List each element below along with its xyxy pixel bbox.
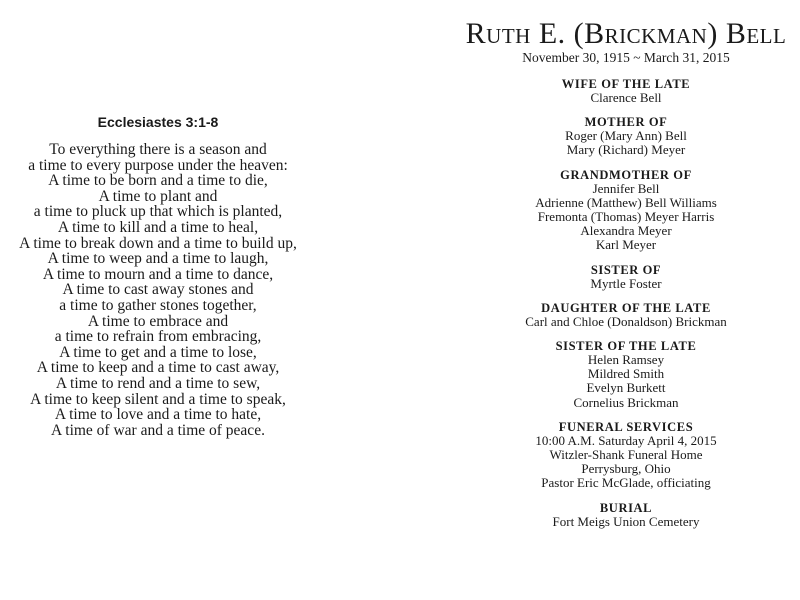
section-heading: FUNERAL SERVICES xyxy=(558,419,694,434)
scripture-line: A time to be born and a time to die, xyxy=(48,172,268,190)
scripture-line: A time to love and a time to hate, xyxy=(54,406,262,424)
section-line: Cornelius Brickman xyxy=(573,394,679,410)
section-line: Carl and Chloe (Donaldson) Brickman xyxy=(525,313,727,329)
section-lines xyxy=(462,315,790,329)
scripture-line: A time to cast away stones and xyxy=(62,281,254,299)
section-heading: SISTER OF xyxy=(590,262,662,277)
scripture-line: a time to pluck up that which is planted, xyxy=(33,203,283,221)
section-lines xyxy=(462,515,790,529)
section-line: Perrysburg, Ohio xyxy=(581,461,671,477)
section-heading: DAUGHTER OF THE LATE xyxy=(541,300,711,315)
section-line: 10:00 A.M. Saturday April 4, 2015 xyxy=(535,432,717,448)
section-heading: WIFE OF THE LATE xyxy=(561,77,691,91)
section-lines xyxy=(462,353,790,410)
family-sections xyxy=(462,77,790,529)
scripture-line: A time to get and a time to lose, xyxy=(59,343,257,361)
section-lines xyxy=(462,91,790,105)
section-line: Mary (Richard) Meyer xyxy=(566,142,686,158)
scripture-line: a time to gather stones together, xyxy=(59,296,257,314)
section-line: Helen Ramsey xyxy=(587,352,665,368)
section-heading: SISTER OF THE LATE xyxy=(555,339,697,354)
obituary-section xyxy=(462,339,790,410)
obituary-section xyxy=(462,420,790,491)
section-line: Karl Meyer xyxy=(595,237,657,253)
scripture-line: A time to keep and a time to cast away, xyxy=(36,359,280,377)
scripture-line: To everything there is a season and xyxy=(49,141,267,158)
section-heading: GRANDMOTHER OF xyxy=(560,167,692,182)
obituary-section xyxy=(462,501,790,529)
scripture-line: a time to every purpose under the heaven: xyxy=(28,156,288,174)
section-lines xyxy=(462,434,790,491)
scripture-line: A time to rend and a time to sew, xyxy=(55,374,261,392)
section-line: Pastor Eric McGlade, officiating xyxy=(541,475,711,491)
section-line: Roger (Mary Ann) Bell xyxy=(565,128,687,144)
scripture-line: A time to plant and xyxy=(98,187,218,205)
scripture-line: A time to mourn and a time to dance, xyxy=(42,265,274,283)
obituary-section xyxy=(462,263,790,291)
section-line: Fort Meigs Union Cemetery xyxy=(552,513,700,529)
section-line: Fremonta (Thomas) Meyer Harris xyxy=(537,209,715,225)
section-heading: MOTHER OF xyxy=(584,115,668,130)
section-line: Witzler-Shank Funeral Home xyxy=(549,447,703,463)
section-line: Mildred Smith xyxy=(587,366,665,382)
scripture-line: A time to weep and a time to laugh, xyxy=(47,250,269,268)
section-line: Clarence Bell xyxy=(590,90,662,105)
obituary-section xyxy=(462,77,790,105)
obituary-panel xyxy=(462,18,790,539)
scripture-title: Ecclesiastes 3:1-8 xyxy=(97,114,219,130)
scripture-text xyxy=(0,142,316,438)
scripture-line: A time to kill and a time to heal, xyxy=(57,218,259,236)
section-lines xyxy=(462,129,790,157)
section-line: Jennifer Bell xyxy=(592,180,660,196)
obituary-section xyxy=(462,115,790,157)
section-lines xyxy=(462,277,790,291)
section-lines xyxy=(462,182,790,253)
obituary-section xyxy=(462,301,790,329)
scripture-line: A time of war and a time of peace. xyxy=(51,421,265,439)
section-line: Adrienne (Matthew) Bell Williams xyxy=(535,194,717,210)
obituary-section xyxy=(462,168,790,253)
section-line: Evelyn Burkett xyxy=(586,380,666,396)
scripture-panel xyxy=(0,114,316,438)
deceased-name: Ruth E. (Brickman) Bell xyxy=(465,17,787,50)
scripture-line: A time to break down and a time to build up, xyxy=(19,234,297,252)
scripture-line: A time to keep silent and a time to speak, xyxy=(30,390,286,408)
life-dates: November 30, 1915 ~ March 31, 2015 xyxy=(522,50,730,65)
section-line: Alexandra Meyer xyxy=(580,223,672,239)
section-line: Myrtle Foster xyxy=(590,275,662,291)
scripture-line: A time to embrace and xyxy=(87,312,229,330)
scripture-line: a time to refrain from embracing, xyxy=(54,328,262,346)
section-heading: BURIAL xyxy=(599,500,653,515)
